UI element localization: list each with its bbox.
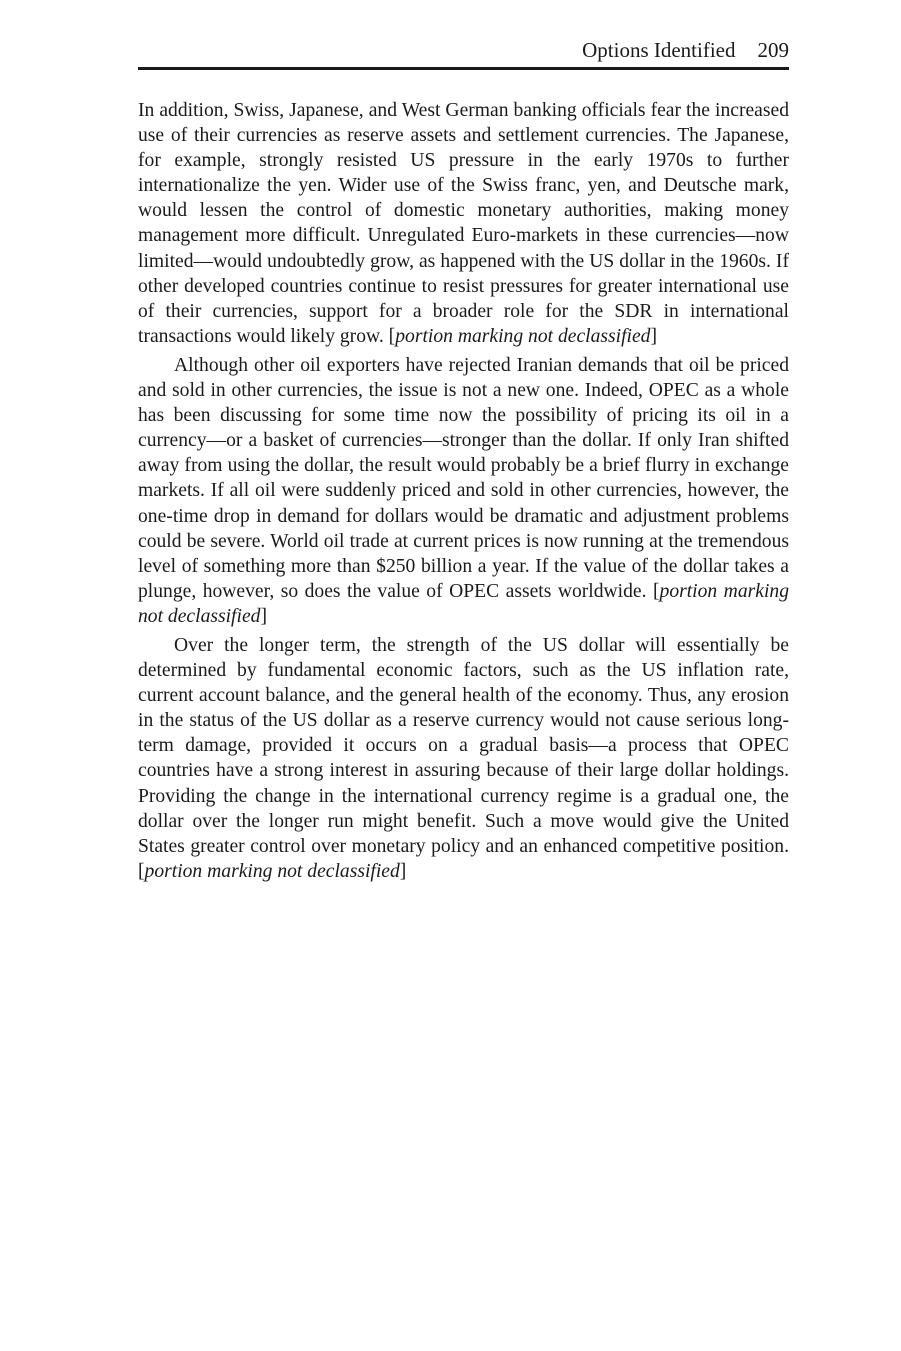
bracket-close: ] [399, 860, 407, 882]
document-page [138, 36, 789, 888]
paragraph-text: Over the longer term, the strength of the US dollar will essentially be determined by fundamental economic factors, such as the US inflation rate, current account balance, and the general health of the economy. Thus, any erosion in the status of the US dollar as a reserve currency would not cause serious long-term damage, provided it occurs on a gradual basis—a process that OPEC countries have a strong interest in assuring because of their large dollar holdings. Providing the change in the international currency regime is a gradual one, the dollar over the longer run might benefit. Such a move would give the United States greater control over monetary policy and an enhanced competitive position. [ [138, 634, 789, 882]
header-rule [138, 67, 789, 70]
bracket-close: ] [650, 325, 657, 347]
paragraph-1 [138, 98, 789, 349]
portion-marking: portion marking not declassified [395, 325, 651, 347]
bracket-close: ] [260, 605, 267, 627]
paragraph-3 [138, 633, 789, 884]
body-text [138, 98, 789, 884]
portion-marking: portion marking not declassified [138, 580, 789, 627]
paragraph-text: In addition, Swiss, Japanese, and West German banking officials fear the increased use of their currencies as reserve assets and settlement currencies. The Japanese, for example, strongly resisted US pressure in the early 1970s to further internationalize the yen. Wider use of the Swiss franc, yen, and Deutsche mark, would lessen the control of domestic monetary authorities, making money management more difficult. Unregulated Euro-markets in these currencies—now limited—would undoubtedly grow, as happened with the US dollar in the 1960s. If other developed countries continue to resist pressures for greater international use of their currencies, support for a broader role for the SDR in international transactions would likely grow. [ [138, 100, 789, 347]
portion-marking: portion marking not declassified [144, 860, 400, 882]
paragraph-text: Although other oil exporters have rejected Iranian demands that oil be priced and sold in other currencies, the issue is not a new one. Indeed, OPEC as a whole has been discussing for some time now the possibility of pricing its oil in a currency—or a basket of currencies—stronger than the dollar. If only Iran shifted away from using the dollar, the result would probably be a brief flurry in exchange markets. If all oil were suddenly priced and sold in other currencies, however, the one-time drop in demand for dollars would be dramatic and adjustment problems could be severe. World oil trade at current prices is now running at the tremendous level of something more than $250 billion a year. If the value of the dollar takes a plunge, however, so does the value of OPEC assets worldwide. [ [138, 354, 789, 602]
running-head-title: Options Identified [582, 38, 736, 62]
paragraph-2 [138, 353, 789, 629]
page-number: 209 [757, 38, 789, 62]
running-head [138, 36, 789, 67]
